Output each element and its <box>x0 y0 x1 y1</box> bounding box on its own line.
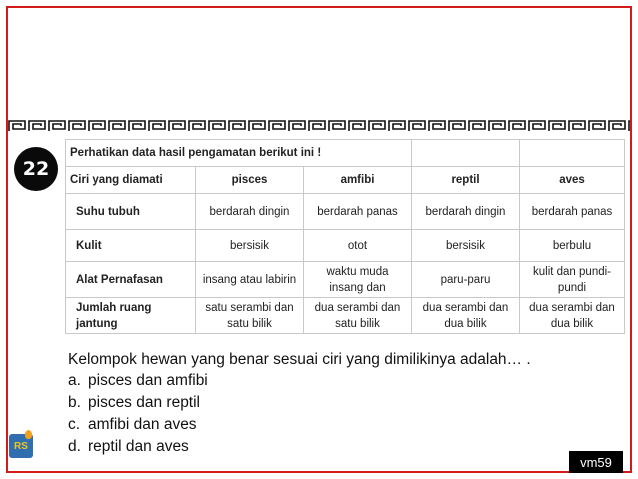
option-text: amfibi dan aves <box>88 416 197 433</box>
option-letter: c. <box>68 416 81 433</box>
question-text: Kelompok hewan yang benar sesuai ciri yang dimilikinya adalah… . <box>68 351 531 368</box>
option-b[interactable] <box>68 392 208 414</box>
table-cell: bersisik <box>196 230 304 262</box>
table-cell: insang atau labirin <box>196 262 304 298</box>
table-cell: dua serambi dan dua bilik <box>520 298 625 334</box>
option-d[interactable] <box>68 436 208 458</box>
option-text: pisces dan reptil <box>88 394 201 411</box>
table-cell: berdarah panas <box>304 194 412 230</box>
table-cell: otot <box>304 230 412 262</box>
table-header-reptil: reptil <box>412 167 520 194</box>
table-cell: berbulu <box>520 230 625 262</box>
table-header-amfibi: amfibi <box>304 167 412 194</box>
rs-logo-icon: RS <box>9 434 33 458</box>
option-text: pisces dan amfibi <box>88 372 208 389</box>
greek-key-border <box>8 120 630 132</box>
table-cell: berdarah panas <box>520 194 625 230</box>
corner-tag: vm59 <box>569 451 623 473</box>
flame-icon <box>25 430 32 439</box>
table-note: Perhatikan data hasil pengamatan berikut ini ! <box>66 140 412 167</box>
table-cell: bersisik <box>412 230 520 262</box>
table-cell: waktu muda insang dan <box>304 262 412 298</box>
option-letter: b. <box>68 394 81 411</box>
table-header-pisces: pisces <box>196 167 304 194</box>
row-label-alat-pernafasan: Alat Pernafasan <box>66 262 196 298</box>
table-cell: berdarah dingin <box>412 194 520 230</box>
answer-options <box>68 370 208 458</box>
option-letter: d. <box>68 438 81 455</box>
row-label-kulit: Kulit <box>66 230 196 262</box>
table-header-trait: Ciri yang diamati <box>66 167 196 194</box>
observation-table <box>65 139 625 334</box>
table-cell: kulit dan pundi-pundi <box>520 262 625 298</box>
table-cell: dua serambi dan dua bilik <box>412 298 520 334</box>
option-text: reptil dan aves <box>88 438 189 455</box>
table-note-empty-cell <box>412 140 520 167</box>
table-cell: dua serambi dan satu bilik <box>304 298 412 334</box>
table-cell: satu serambi dan satu bilik <box>196 298 304 334</box>
row-label-suhu-tubuh: Suhu tubuh <box>66 194 196 230</box>
table-header-aves: aves <box>520 167 625 194</box>
option-a[interactable] <box>68 370 208 392</box>
option-c[interactable] <box>68 414 208 436</box>
question-number-badge: 22 <box>14 147 58 191</box>
option-letter: a. <box>68 372 81 389</box>
table-note-empty-cell <box>520 140 625 167</box>
table-cell: berdarah dingin <box>196 194 304 230</box>
table-cell: paru-paru <box>412 262 520 298</box>
row-label-jumlah-ruang-jantung: Jumlah ruang jantung <box>66 298 196 334</box>
